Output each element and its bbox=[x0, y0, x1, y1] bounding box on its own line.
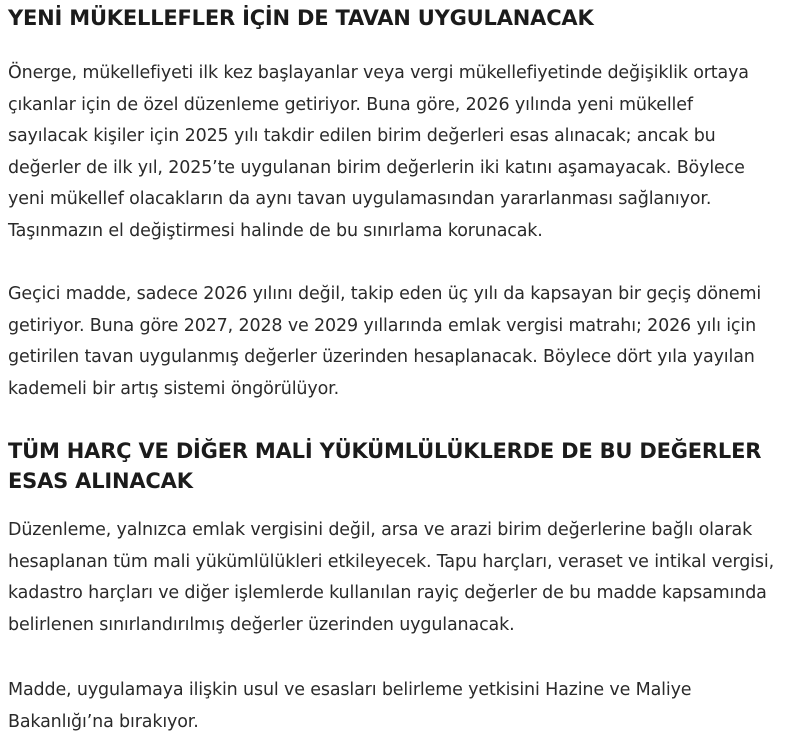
section-heading-fees-obligations: TÜM HARÇ VE DİĞER MALİ YÜKÜMLÜLÜKLERDE DE BU DEĞERLER ESAS ALINACAK bbox=[8, 439, 762, 493]
paragraph-ministry-authority: Madde, uygulamaya ilişkin usul ve esasları belirleme yetkisini Hazine ve Maliye Bakanlığı’na bırakıyor. bbox=[8, 680, 692, 732]
paragraph-transition-period: Geçici madde, sadece 2026 yılını değil, takip eden üç yılı da kapsayan bir geçiş dönemi getiriyor. Buna göre 2027, 2028 ve 2029 yıllarında emlak vergisi matrahı; 2026 yılı için getirilen tavan uygulanmış değerler üzerinden hesaplanacak. Böylece dört yıla yayılan kademeli bir artış sistemi öngörülüyor. bbox=[8, 284, 762, 399]
section-heading-new-taxpayers: YENİ MÜKELLEFLER İÇİN DE TAVAN UYGULANACAK bbox=[8, 6, 594, 30]
paragraph-fees-obligations: Düzenleme, yalnızca emlak vergisini değil, arsa ve arazi birim değerlerine bağlı olarak hesaplanan tüm mali yükümlülükleri etkileyecek. Tapu harçları, veraset ve intikal vergisi, kadastro harçları ve diğer işlemlerde kullanılan rayiç değerler de bu madde kapsamında belirlenen sınırlandırılmış değerler üzerinden uygulanacak. bbox=[8, 520, 774, 635]
paragraph-new-taxpayers: Önerge, mükellefiyeti ilk kez başlayanlar veya vergi mükellefiyetinde değişiklik ortaya çıkanlar için de özel düzenleme getiriyor. Buna göre, 2026 yılında yeni mükellef sayılacak kişiler için 2025 yılı takdir edilen birim değerleri esas alınacak; ancak bu değerler de ilk yıl, 2025’te uygulanan birim değerlerin iki katını aşamayacak. Böylece yeni mükellef olacakların da aynı tavan uygulamasından yararlanması sağlanıyor. Taşınmazın el değiştirmesi halinde de bu sınırlama korunacak. bbox=[8, 63, 749, 241]
